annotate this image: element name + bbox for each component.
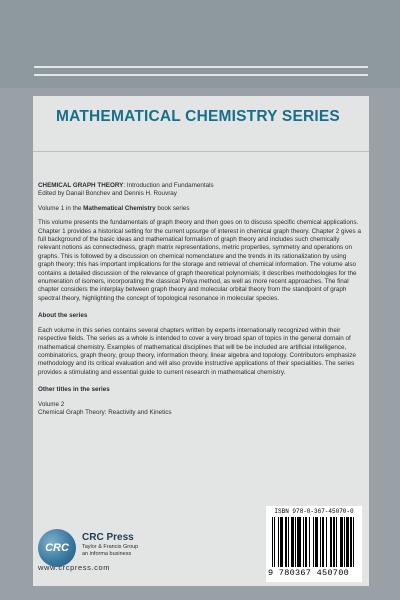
volume-suffix: book series: [155, 204, 190, 212]
volume-series: Mathematical Chemistry: [83, 204, 156, 212]
volume-prefix: Volume 1 in the: [38, 204, 84, 212]
publisher-url: www.crcpress.com: [38, 563, 111, 572]
back-cover-text: [38, 182, 362, 417]
isbn: ISBN 978-0-367-45070-0: [274, 508, 354, 515]
crc-logo-icon: CRC: [38, 529, 76, 567]
publisher-name: CRC Press: [82, 532, 134, 543]
volume-line: [38, 205, 362, 213]
series-title: MATHEMATICAL CHEMISTRY SERIES: [56, 108, 340, 125]
divider: [33, 151, 369, 152]
barcode-bar: [354, 517, 355, 567]
book-title: CHEMICAL GRAPH THEORY: [38, 182, 124, 189]
publisher-tagline: an informa business: [82, 551, 132, 557]
decorative-stripe: [34, 74, 368, 76]
barcode-bars: [272, 517, 356, 567]
decorative-stripe: [34, 66, 368, 68]
barcode: [266, 506, 362, 582]
description: This volume presents the fundamentals of graph theory and then goes on to discuss specific chemical applications. Chapter 1 provides a historical setting for the current upsurge of interest in chemical graph theory. Chapter 2 gives a full background of the basic ideas and mathematical formalism of graph theory and includes such chemically relevant notions as connectedness, graph matrix representations, metric properties, symmetry and operations on graphs. This is followed by a discussion on chemical nomenclature and the trends in its rationalization by using graph theory; this has important implications for the storage and retrieval of chemical information. The volume also contains a detailed discussion of the relevance of graph theoretical polynomials; it describes methodologies for the enumeration of isomers, incorporating the classical Polya method, as well as more recent approaches. The final chapter considers the interplay between graph theory and molecular orbital theory from the standpoint of graph spectral theory, highlighting the concept of topological resonance in molecular species.: [38, 219, 361, 302]
barcode-digits: 9 780367 450700: [268, 568, 350, 578]
book-subtitle: : Introduction and Fundamentals: [123, 182, 214, 189]
other-titles-heading: Other titles in the series: [38, 386, 110, 394]
publisher-text: [82, 532, 138, 558]
about-text: Each volume in this series contains several chapters written by experts internationally recognized within their respective fields. The series as a whole is intended to cover a very broad span of topics in the general domain of mathematical chemistry. Examples of mathematical disciplines that will be be included are artificial intelligence, combinatorics, graph theory, group theory, information theory, linear algebra and topology. Contributors emphasize methodology and its critical evaluation and will also provide instructive applications of their specialities. The series provides a stimulating and essential guide to current research in mathematical chemistry.: [38, 326, 357, 376]
other-volume: Volume 2: [38, 400, 65, 408]
editors: Edited by Danail Bonchev and Dennis H. Rouvray: [38, 190, 177, 198]
publisher-group: Taylor & Francis Group: [82, 544, 139, 550]
about-heading: About the series: [38, 312, 88, 320]
other-title: Chemical Graph Theory: Reactivity and Kinetics: [38, 408, 172, 416]
book-title-line: [38, 182, 362, 190]
